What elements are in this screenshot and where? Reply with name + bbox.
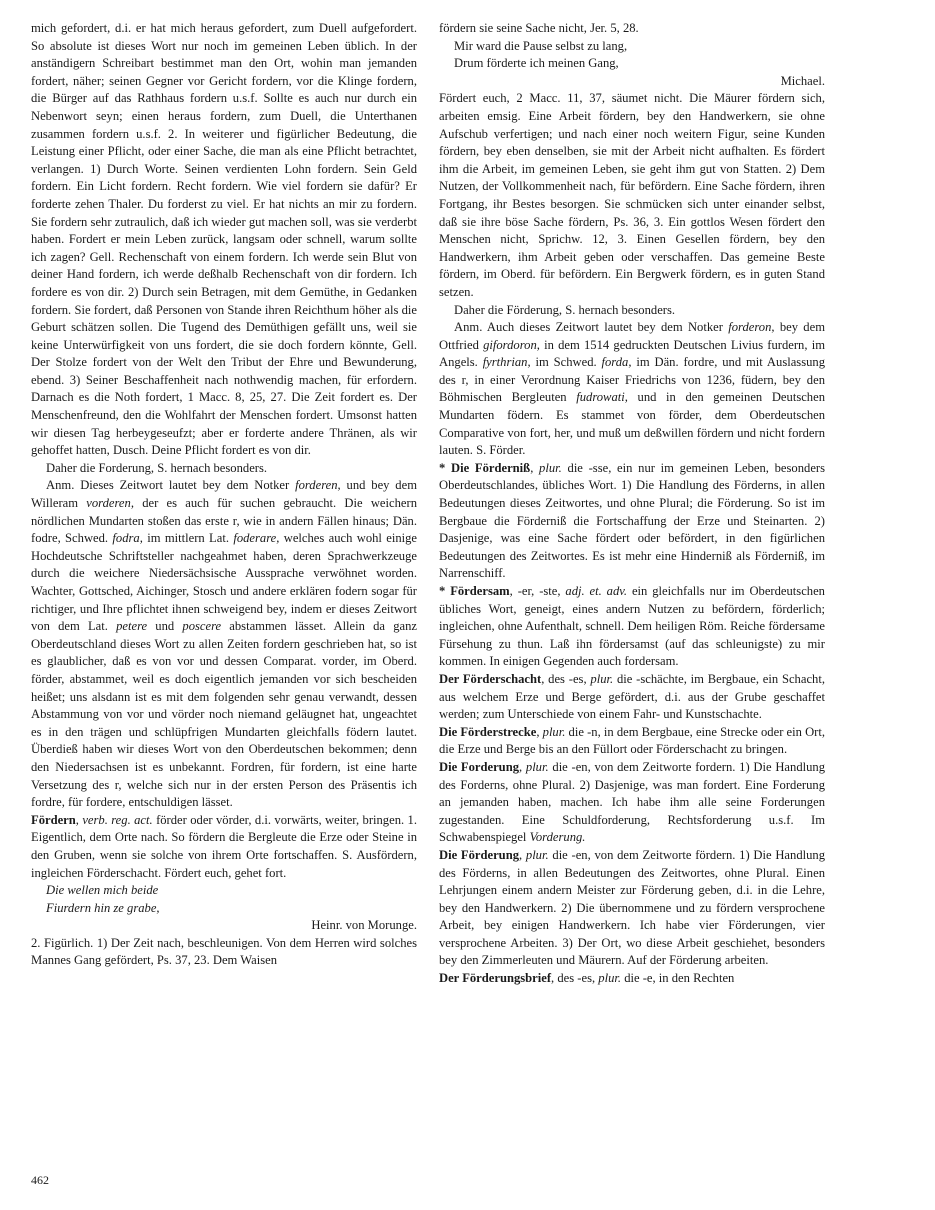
- left-column: [31, 20, 417, 970]
- headword: Die Forderung: [439, 759, 519, 774]
- verse-line: Drum förderte ich meinen Gang,: [454, 56, 619, 71]
- headword: Die Förderung: [439, 847, 519, 862]
- verse-line: Mir ward die Pause selbst zu lang,: [454, 38, 628, 53]
- etymology-note: Anm. Auch dieses Zeitwort lautet bey dem Notker forderon, bey dem Ottfried gifordoron, in dem 1514 gedruckten Deutschen Livius furdern, im Angels. fyrthrian, im Schwed. forda, im Dän. fordre, und mit Auslassung des r, in einer Verordnung Kaiser Friedrichs von 1236, füdern, bey den Böhmischen Bergleuten fudrowati, und in den gemeinen Deutschen Mundarten födern. Es stammet von förder, dem Oberdeutschen Comparative von fort, her, und muß um deßwillen fördern und nicht fordern lauten. S. Förder.: [439, 320, 826, 458]
- cross-reference: Daher die Förderung, S. hernach besonders.: [454, 302, 676, 317]
- verse-line: Fiurdern hin ze grabe,: [46, 900, 160, 915]
- entry-foerderniss: * Die Förderniß, plur. die -sse, ein nur im gemeinen Leben, besonders Oberdeutschlandes, übliches Wort. 1) Die Handlung des Förderns, in allen Bedeutungen dieses Zeitwortes, und ohne Plural; die Förderung. So ist im Bergbaue die Förderniß die Fortschaffung der Erze und Steinarten. 2) Dasjenige, was eine Sache fördert oder befördert, in den figürlichen Bedeutungen des Zeitwortes. Es ist mehr eine Hinderniß als Förderniß, im Narrenschiff.: [439, 460, 826, 581]
- headword: Der Förderschacht: [439, 671, 542, 686]
- entry-foerdern-senses: Fördert euch, 2 Macc. 11, 37, säumet nicht. Die Mäurer fördern sich, arbeiten emsig. Eine Arbeit fördern, bey den Handwerkern, sie ohne Aufschub verfertigen; und nach einer noch weitern Figur, seine Kunden fördern, bey eben denselben, sie mit der Arbeit nicht aufhalten. Es fördert ihm die Arbeit, im gemeinen Leben, sie geht ihm gut von Statten. 2) Dem Nutzen, der Vollkommenheit nach, für befördern. Eine Sache fördern, ihren Fortgang, ihr Bestes besorgen. Sie schmücken sich unter einander selbst, daß sie ihre böse Sache fördern, Ps. 36, 3. Ein gottlos Wesen fördert den Menschen nicht, Sprichw. 12, 3. Einen Gesellen fördern, bey den Handwerkern, ihm Arbeit geben oder verschaffen. Das gemeine Beste fördern, im Oberd. für befördern. Ein Bergwerk fördern, es in guten Stand setzen.: [439, 91, 825, 299]
- headword: Fördern: [31, 812, 76, 827]
- verse-attribution: Michael.: [780, 73, 825, 88]
- headword: Der Förderungsbrief: [439, 971, 552, 986]
- cross-reference: Daher die Forderung, S. hernach besonders.: [46, 460, 268, 475]
- right-column: [439, 20, 825, 988]
- entry-foerderstrecke: Die Förderstrecke, plur. die -n, in dem Bergbaue, eine Strecke oder ein Ort, die Erze und Berge bis an den Füllort oder Förderschacht zu bringen.: [439, 724, 826, 757]
- verse-attribution: Heinr. von Morunge.: [311, 918, 417, 933]
- entry-foerdern-figurative: 2. Figürlich. 1) Der Zeit nach, beschleunigen. Von dem Herren wird solches Mannes Gang gefördert, Ps. 37, 23. Dem Waisen: [31, 935, 417, 968]
- entry-foerdersam: * Fördersam, -er, -ste, adj. et. adv. ein gleichfalls nur im Oberdeutschen übliches Wort, geneigt, eines andern Nutzen zu befördern, förderlich; ingleichen, ohne Aufenthalt, schnell. Dem heiligen Röm. Reiche fördersame Fürsehung zu thun. Laß ihn fördersamst (auf das schleunigste) zu mir kommen. In einigen Gegenden auch fordersam.: [439, 584, 825, 669]
- entry-forderung: Die Forderung, plur. die -en, von dem Zeitworte fordern. 1) Die Handlung des Forderns, ohne Plural. 2) Dasjenige, was man fordert. Eine Forderung an jemanden haben, machen. Ich habe ihm alle seine Forderungen zugestanden. Eine Schuldforderung, Rechtsforderung u.s.f. Im Schwabenspiegel Vorderung.: [439, 759, 825, 845]
- headword: Die Förderniß: [451, 460, 531, 475]
- page-number: 462: [31, 1173, 49, 1187]
- entry-fordern-continuation: mich gefordert, d.i. er hat mich heraus gefordert, zum Duell aufgefordert. So absolute ist dieses Wort nur noch im gemeinen Leben üblich. In der anständigern Schreibart bestimmet man den Ort, wohin man jemanden fordert, näher; seinen Gegner vor Gericht fordern, vor die Klinge fordern, die Bürger auf das Rathhaus fordern u.s.f. Sollte es auch nur durch ein Nebenwort seyn; einen heraus fordern, zum Duell, die Unterthanen zusammen fordern u.s.f. 2. In weiterer und figürlicher Bedeutung, die Leistung einer Pflicht, oder einer Sache, die man als eine Pflicht betrachtet, verlangen. 1) Durch Worte. Seinen verdienten Lohn fordern. Sein Geld fordern. Ein Licht fordern. Recht fordern. Wie viel fordern sie dafür? Er forderte zehen Thaler. Du forderst zu viel. Er hat nichts an mir zu fordern. Sie fordern sehr zutraulich, daß ich wieder gut machen soll, was sie verderbt haben. Fordert er mein Leben zurück, langsam oder schnell, warum sollte ich zagen? Gell. Rechenschaft von einem fordern. Ich werde sein Blut von deiner Hand fordern, ich werde deßhalb Rechenschaft von dir fordern. Ich fordere es von dir. 2) Durch sein Betragen, mit dem Gemüthe, in Gedanken fordern. Sie fordert, daß Personen von Stande ihren Reichthum höher als die Geburt schätzen sollen. Die Tugend des Demüthigen gefällt uns, weil sie keine Unterwürfigkeit von uns fordert, die sie doch fordern könnte, Gell. Der Stolze fordert von der Welt den Tribut der Ehre und Bewunderung, ebend. 3) Seiner Beschaffenheit nach nothwendig machen, für erfordern. Darnach es die Noth fordert, 1 Macc. 8, 25, 27. Die Zeit fordert es. Der Menschenfreund, den die Wohlfahrt der Menschen fordert. Umsonst hatten wir diesen Tag herbeygeseufzt; aber er forderte andere Thränen, als wir gehoffet hatten, Dusch. Deine Pflicht fordert es von dir.: [31, 21, 417, 458]
- entry-foerdern: Fördern, verb. reg. act. förder oder vörder, d.i. vorwärts, weiter, bringen. 1. Eigentlich, dem Orte nach. So fördern die Bergleute die Erze oder Steine in den Gruben, wenn sie solche von ihrem Orte fortschaffen. S. Ausfördern, ingleichen Förderschacht. Fördert euch, gehet fort.: [31, 812, 417, 880]
- entry-foerderschacht: Der Förderschacht, des -es, plur. die -schächte, im Bergbaue, ein Schacht, aus welchem Erze und Berge gefördert, d.i. aus der Grube geschaffet werden; zum Unterschiede von einem Fahr- und Kunstschachte.: [439, 671, 825, 722]
- entry-foerdern-continuation: fördern sie seine Sache nicht, Jer. 5, 28.: [439, 21, 639, 35]
- entry-foerderung: Die Förderung, plur. die -en, von dem Zeitworte fördern. 1) Die Handlung des Förderns, in allen Bedeutungen des Zeitwortes, ohne Plural. Einen Lehrjungen einem andern Meister zur Förderung geben, d.i. in die Lehre, bey den Handwerkern. 2) Die übernommene und zu fördern versprochene Arbeit, bey einigen Handwerkern. Ich habe vier Förderungen, vier versprochene Arbeiten. 3) Der Ort, wo diese Arbeit geschiehet, besonders bey den Zimmerleuten und Mäurern. Auf der Förderung arbeiten.: [439, 847, 825, 968]
- etymology-note: Anm. Dieses Zeitwort lautet bey dem Notker forderen, und bey dem Willeram vorderen, der es auch für suchen gebraucht. Die weichern nördlichen Mundarten stoßen das erste r, wie in andern Fällen hinaus; Dän. fodre, Schwed. fodra, im mittlern Lat. foderare, welches auch wohl einige Hochdeutsche Schriftsteller nachgeahmet haben, deren Sprachwerkzeuge durch die weichere Niedersächsische Aussprache verwöhnet worden. Wachter, Gottsched, Aichinger, Stosch und andere erklären fodern sogar für richtiger, und Ihre pflichtet ihnen schweigend bey, indem er dieses Zeitwort von dem Lat. petere und poscere abstammen lässet. Allein da ganz Oberdeutschland dieses Wort zu allen Zeiten fordern geschrieben hat, so ist es glaublicher, daß es von vor und dessen Comparat. vorder, im Oberd. förder, abstammet, weil es doch eigentlich jemanden vor sich bescheiden heißet; uns alsdann ist es mit dem folgenden sehr genau verwandt, dessen Abstammung von vor und vörder noch niemand geläugnet hat, ungeachtet es in den trägen und schlüpfrigen Mundarten gleichfalls födern lautet. Überdieß haben wir dieses Wort von den Oberdeutschen bekommen; denn den Niedersachsen ist es unbekannt. Fordren, für fordern, ist eine harte Versetzung des r, welche sich nur in der ersten Person des Präsentis ich fordre, für fordere, entschuldigen lässet.: [31, 478, 418, 810]
- headword: Fördersam: [450, 584, 510, 598]
- entry-foerderungsbrief: Der Förderungsbrief, des -es, plur. die -e, in den Rechten: [439, 971, 735, 986]
- verse-line: Die wellen mich beide: [46, 883, 159, 898]
- headword: Die Förderstrecke: [439, 724, 537, 739]
